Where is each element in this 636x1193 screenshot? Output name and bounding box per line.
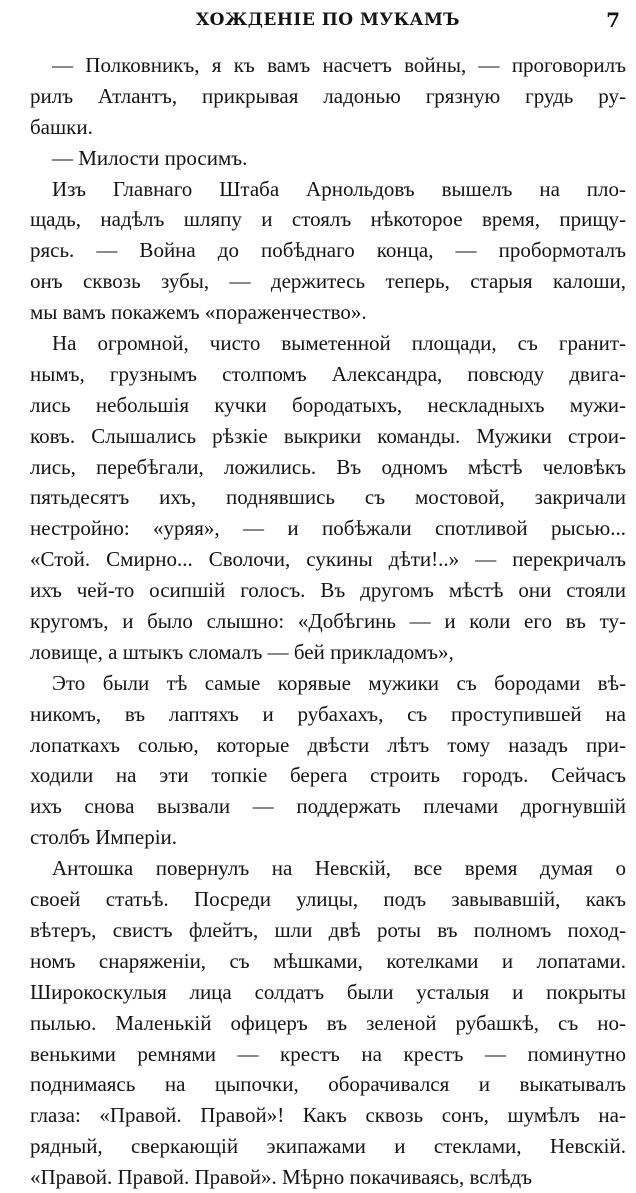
text-line: — Милости просимъ. — [52, 145, 248, 170]
text-line: мы вамъ покажемъ «пораженчество». — [30, 300, 367, 325]
text-line: номъ снаряженіи, съ мѣшками, котелками и лопатами. — [30, 948, 626, 973]
text-line: онъ сквозь зубы, — держитесь теперь, старыя калоши, — [30, 269, 626, 294]
paragraph — [30, 143, 626, 174]
text-line: пылью. Маленькій офицеръ въ зеленой рубашкѣ, съ но- — [30, 1010, 626, 1035]
page-header — [30, 8, 626, 32]
paragraph — [30, 328, 626, 668]
text-line: лопаткахъ солью, которые двѣсти лѣтъ тому назадъ при- — [30, 732, 626, 757]
paragraph — [30, 174, 626, 328]
text-line: пятьдесятъ ихъ, поднявшись съ мостовой, закричали — [30, 485, 626, 510]
text-line: нестройно: «уряя», — и побѣжали спотливой рысью... — [30, 516, 626, 541]
running-title: ХОЖДЕНІЕ ПО МУКАМЪ — [195, 10, 461, 30]
text-line: — Полковникъ, я къ вамъ насчетъ войны, — проговорилъ — [52, 53, 626, 77]
text-line: башки. — [30, 114, 93, 139]
text-line: венькими ремнями — крестъ на крестъ — поминутно — [30, 1041, 626, 1066]
text-line: «Стой. Смирно... Сволочи, сукины дѣти!..» — перекричалъ — [30, 547, 626, 572]
text-line: никомъ, въ лаптяхъ и рубахахъ, съ проступившей на — [30, 701, 626, 726]
body-text — [30, 50, 626, 1193]
text-line: кругомъ, и было слышно: «Добѣгинь — и коли его въ ту- — [30, 609, 626, 634]
paragraph — [30, 50, 626, 143]
text-line: лись небольшія кучки бородатыхъ, нескладныхъ мужи- — [30, 392, 626, 417]
text-line: «Правой. Правой. Правой». Мѣрно покачиваясь, вслѣдъ — [30, 1165, 533, 1190]
text-line: рясь. — Война до побѣднаго конца, — пробормоталъ — [30, 238, 626, 263]
text-line: Изъ Главнаго Штаба Арнольдовъ вышелъ на пло- — [52, 176, 626, 201]
text-line: глаза: «Правой. Правой»! Какъ сквозь сонъ, шумѣлъ на- — [30, 1103, 626, 1128]
paragraph — [30, 853, 626, 1193]
text-line: ковъ. Слышались рѣзкіе выкрики команды. Мужики строи- — [30, 423, 626, 448]
text-line: своей статьѣ. Посреди улицы, подъ завывавшій, какъ — [30, 887, 626, 912]
paragraph — [30, 668, 626, 853]
text-line: вѣтеръ, свистъ флейтъ, шли двѣ роты въ полномъ поход- — [30, 917, 626, 942]
text-line: ихъ снова вызвали — поддержать плечами дрогнувшій — [30, 794, 626, 819]
text-line: На огромной, чисто выметенной площади, съ гранит- — [52, 331, 626, 356]
text-line: ихъ чей-то осипшій голосъ. Въ другомъ мѣстѣ они стояли — [30, 578, 626, 603]
text-line: нымъ, грузнымъ столпомъ Александра, повсюду двига- — [30, 361, 626, 386]
text-line: рядный, сверкающій экипажами и стеклами, Невскій. — [30, 1134, 626, 1159]
page-number: 7 — [606, 8, 620, 32]
text-line: щадь, надѣлъ шляпу и стоялъ нѣкоторое время, прищу- — [30, 207, 626, 232]
text-line: поднимаясь на цыпочки, оборачивался и выкатывалъ — [30, 1072, 626, 1097]
text-line: ходили на эти топкіе берега строить городъ. Сейчасъ — [30, 763, 626, 788]
text-line: рилъ Атлантъ, прикрывая ладонью грязную грудь ру- — [30, 83, 626, 108]
text-line: ловище, а штыкъ сломалъ — бей прикладомъ», — [30, 639, 454, 664]
text-line: Антошка повернулъ на Невскій, все время думая о — [52, 856, 626, 881]
text-line: лись, перебѣгали, ложились. Въ одномъ мѣстѣ человѣкъ — [30, 454, 626, 479]
text-line: Широкоскулыя лица солдатъ были усталыя и покрыты — [30, 979, 626, 1004]
text-line: столбъ Имперіи. — [30, 825, 178, 850]
text-line: Это были тѣ самые корявые мужики съ бородами вѣ- — [52, 670, 626, 695]
